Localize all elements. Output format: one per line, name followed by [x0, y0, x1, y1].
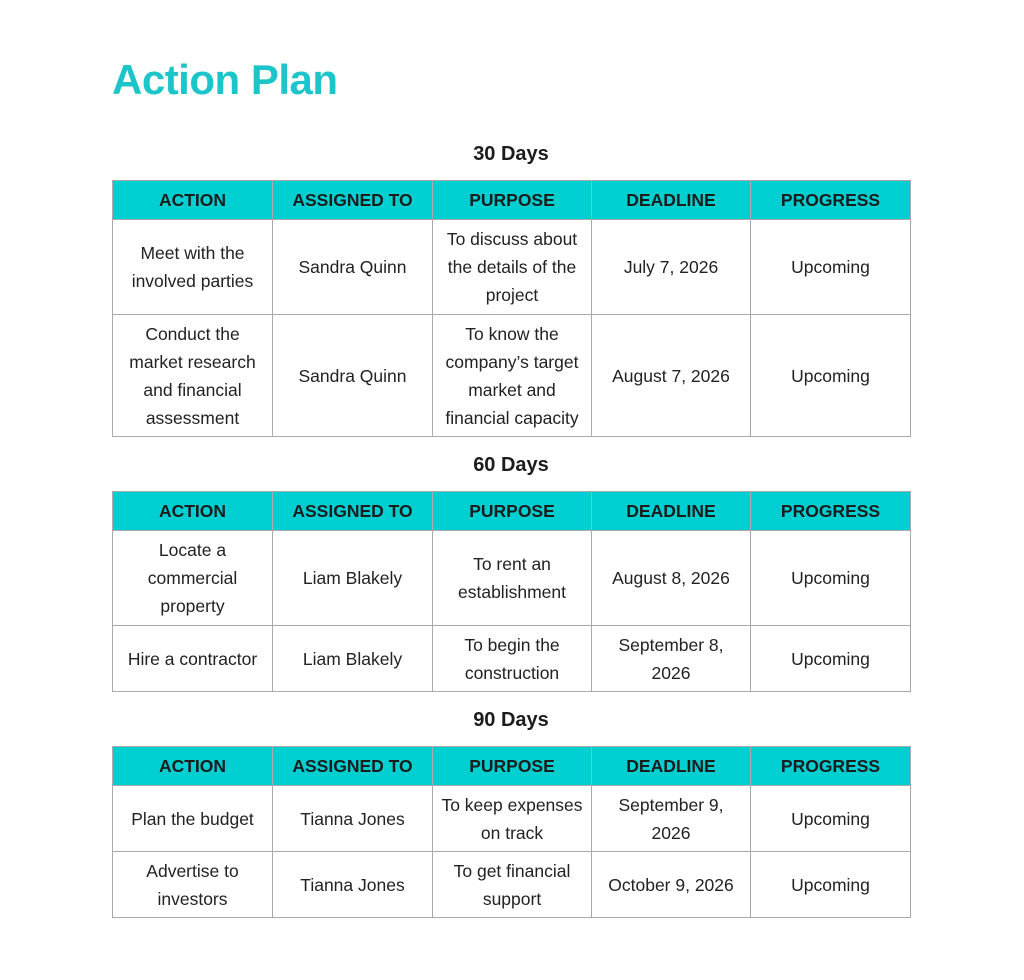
- cell-deadline: September 8, 2026: [592, 626, 751, 692]
- cell-action: Meet with the involved parties: [113, 220, 273, 315]
- column-header-assigned-to: ASSIGNED TO: [273, 747, 433, 786]
- section-heading-60-days: 60 Days: [473, 454, 549, 476]
- section-heading-90-days: 90 Days: [473, 709, 549, 731]
- column-header-purpose: PURPOSE: [433, 492, 592, 531]
- cell-action: Conduct the market research and financial assessment: [113, 315, 273, 437]
- cell-deadline: August 8, 2026: [592, 531, 751, 626]
- column-header-deadline: DEADLINE: [592, 747, 751, 786]
- column-header-assigned-to: ASSIGNED TO: [273, 492, 433, 531]
- cell-assigned-to: Liam Blakely: [273, 626, 433, 692]
- table-row: [113, 315, 911, 437]
- cell-progress: Upcoming: [751, 852, 911, 918]
- cell-purpose: To keep expenses on track: [433, 786, 592, 852]
- cell-assigned-to: Sandra Quinn: [273, 220, 433, 315]
- column-header-action: ACTION: [113, 492, 273, 531]
- column-header-deadline: DEADLINE: [592, 181, 751, 220]
- column-header-assigned-to: ASSIGNED TO: [273, 181, 433, 220]
- cell-deadline: October 9, 2026: [592, 852, 751, 918]
- cell-progress: Upcoming: [751, 531, 911, 626]
- section-heading-30-days: 30 Days: [473, 143, 549, 165]
- cell-purpose: To get financial support: [433, 852, 592, 918]
- cell-purpose: To rent an establishment: [433, 531, 592, 626]
- table-row: [113, 220, 911, 315]
- cell-action: Locate a commercial property: [113, 531, 273, 626]
- cell-assigned-to: Tianna Jones: [273, 852, 433, 918]
- column-header-action: ACTION: [113, 181, 273, 220]
- cell-deadline: September 9, 2026: [592, 786, 751, 852]
- cell-purpose: To begin the construction: [433, 626, 592, 692]
- cell-action: Hire a contractor: [113, 626, 273, 692]
- cell-action: Advertise to investors: [113, 852, 273, 918]
- table-header-row: [113, 492, 911, 531]
- cell-deadline: July 7, 2026: [592, 220, 751, 315]
- page-title: Action Plan: [112, 56, 338, 103]
- table-60-days: [112, 491, 911, 692]
- table-30-days: [112, 180, 911, 437]
- cell-action: Plan the budget: [113, 786, 273, 852]
- column-header-purpose: PURPOSE: [433, 747, 592, 786]
- cell-progress: Upcoming: [751, 626, 911, 692]
- column-header-progress: PROGRESS: [751, 492, 911, 531]
- table-header-row: [113, 747, 911, 786]
- cell-progress: Upcoming: [751, 786, 911, 852]
- column-header-progress: PROGRESS: [751, 181, 911, 220]
- column-header-purpose: PURPOSE: [433, 181, 592, 220]
- column-header-progress: PROGRESS: [751, 747, 911, 786]
- column-header-action: ACTION: [113, 747, 273, 786]
- cell-assigned-to: Sandra Quinn: [273, 315, 433, 437]
- column-header-deadline: DEADLINE: [592, 492, 751, 531]
- cell-progress: Upcoming: [751, 315, 911, 437]
- table-row: [113, 531, 911, 626]
- cell-deadline: August 7, 2026: [592, 315, 751, 437]
- cell-purpose: To know the company’s target market and financial capacity: [433, 315, 592, 437]
- cell-assigned-to: Tianna Jones: [273, 786, 433, 852]
- table-row: [113, 626, 911, 692]
- table-90-days: [112, 746, 911, 918]
- table-row: [113, 852, 911, 918]
- cell-assigned-to: Liam Blakely: [273, 531, 433, 626]
- cell-progress: Upcoming: [751, 220, 911, 315]
- table-header-row: [113, 181, 911, 220]
- cell-purpose: To discuss about the details of the project: [433, 220, 592, 315]
- table-row: [113, 786, 911, 852]
